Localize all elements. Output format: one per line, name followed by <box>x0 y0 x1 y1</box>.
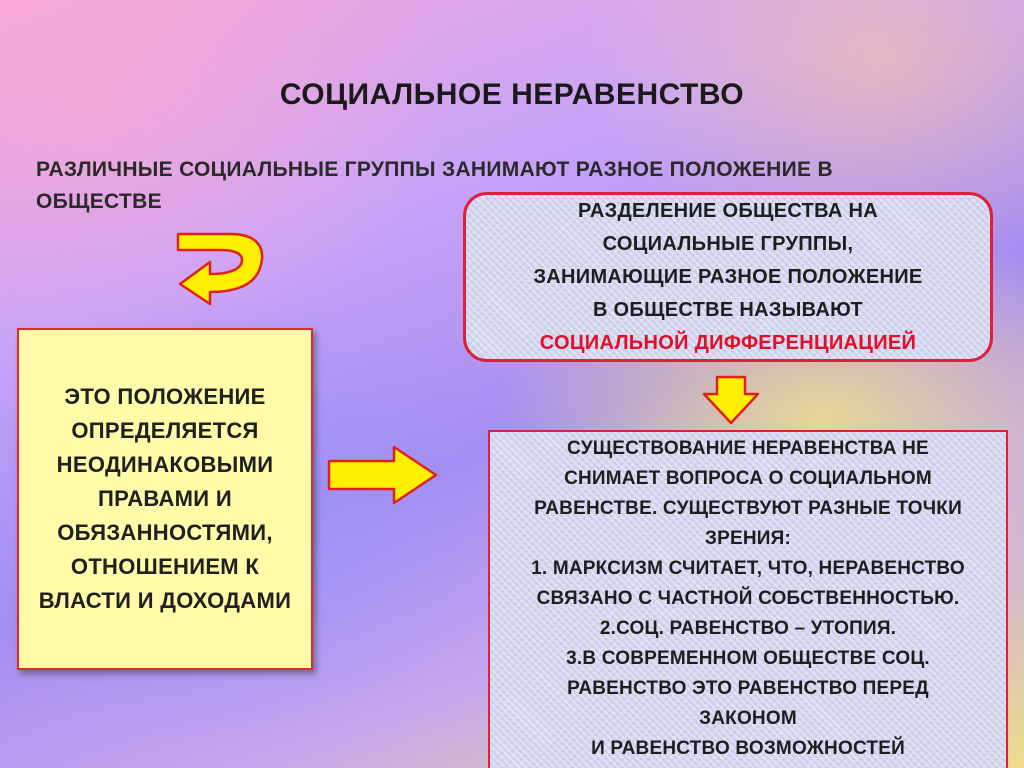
definition-line: ЗАНИМАЮЩИЕ РАЗНОЕ ПОЛОЖЕНИЕ <box>533 265 923 288</box>
definition-line: РАЗДЕЛЕНИЕ ОБЩЕСТВА НА <box>578 199 878 222</box>
left-box-text: ЭТО ПОЛОЖЕНИЕ ОПРЕДЕЛЯЕТСЯ НЕОДИНАКОВЫМИ ПРАВАМИ И ОБЯЗАННОСТЯМИ, ОТНОШЕНИЕМ К ВЛАСТИ И ДОХОДАМИ <box>38 384 292 613</box>
down-arrow-icon <box>700 374 762 426</box>
views-line: 3.В СОВРЕМЕННОМ ОБЩЕСТВЕ СОЦ. <box>566 648 930 669</box>
definition-line: СОЦИАЛЬНЫЕ ГРУППЫ, <box>602 232 854 255</box>
views-line: 1. МАРКСИЗМ СЧИТАЕТ, ЧТО, НЕРАВЕНСТВО <box>531 558 965 579</box>
views-line: ЗРЕНИЯ: <box>704 528 791 549</box>
views-line: ЗАКОНОМ <box>699 708 797 729</box>
views-line: СУЩЕСТВОВАНИЕ НЕРАВЕНСТВА НЕ <box>567 438 929 459</box>
views-line: РАВЕНСТВЕ. СУЩЕСТВУЮТ РАЗНЫЕ ТОЧКИ <box>534 498 962 519</box>
views-line: СНИМАЕТ ВОПРОСА О СОЦИАЛЬНОМ <box>564 468 932 489</box>
right-arrow-icon <box>326 444 440 506</box>
curved-arrow-icon <box>170 226 270 326</box>
left-box <box>17 328 313 670</box>
slide-subtitle: РАЗЛИЧНЫЕ СОЦИАЛЬНЫЕ ГРУППЫ ЗАНИМАЮТ РАЗНОЕ ПОЛОЖЕНИЕ В ОБЩЕСТВЕ <box>36 158 833 213</box>
views-line: И РАВЕНСТВО ВОЗМОЖНОСТЕЙ <box>591 738 905 759</box>
definition-line: В ОБЩЕСТВЕ НАЗЫВАЮТ <box>592 298 864 321</box>
views-box <box>488 430 1008 768</box>
views-line: СВЯЗАНО С ЧАСТНОЙ СОБСТВЕННОСТЬЮ. <box>536 588 960 609</box>
definition-box <box>463 192 993 362</box>
definition-highlight: СОЦИАЛЬНОЙ ДИФФЕРЕНЦИАЦИЕЙ <box>539 331 917 354</box>
views-line: 2.СОЦ. РАВЕНСТВО – УТОПИЯ. <box>599 618 897 639</box>
views-line: РАВЕНСТВО ЭТО РАВЕНСТВО ПЕРЕД <box>567 678 929 699</box>
slide-title: СОЦИАЛЬНОЕ НЕРАВЕНСТВО <box>279 78 745 111</box>
